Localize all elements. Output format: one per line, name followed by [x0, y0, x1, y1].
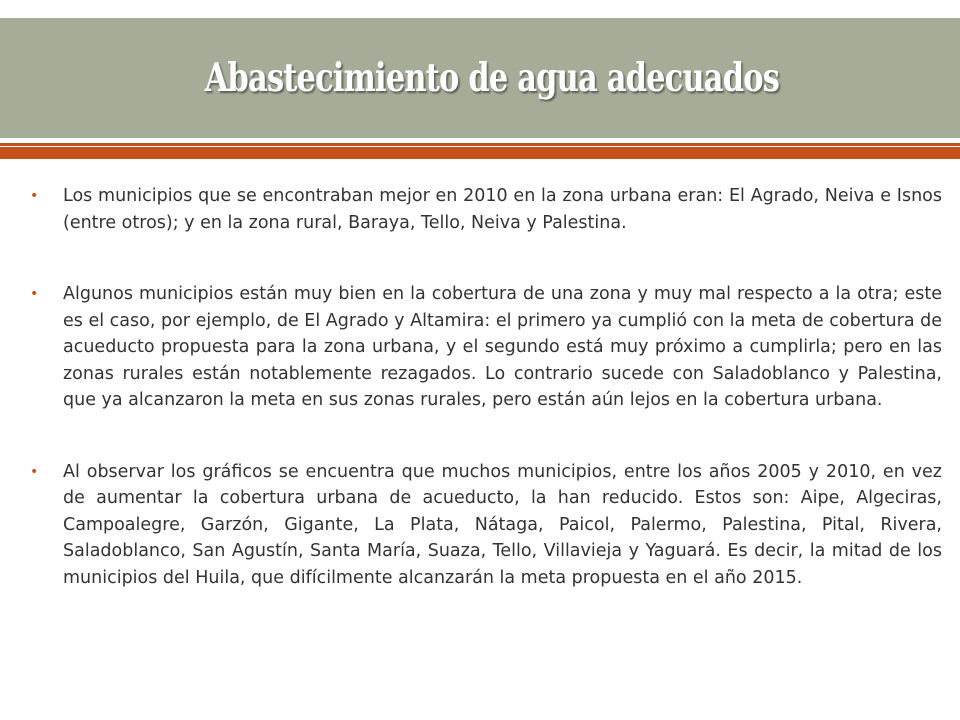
bullet-item	[30, 281, 942, 414]
bullet-list	[30, 183, 942, 636]
bullet-dot-icon: •	[30, 463, 39, 480]
bullet-text: Al observar los gráficos se encuentra que muchos municipios, entre los años 2005 y 2010, en vez de aumentar la cobertura urbana de acueducto, la han reducido. Estos son: Aipe, Algeciras, Campoalegre, Garzón, Gigante, La Plata, Nátaga, Paicol, Palermo, Palestina, Pital, Rivera, Saladoblanco, San Agustín, Santa María, Suaza, Tello, Villavieja y Yaguará. Es decir, la mitad de los municipios del Huila, que difícilmente alcanzarán la meta propuesta en el año 2015.	[63, 461, 942, 588]
bullet-dot-icon: •	[30, 286, 39, 302]
bullet-text: Algunos municipios están muy bien en la cobertura de una zona y muy mal respecto a la otra; este es el caso, por ejemplo, de El Agrado y Altamira: el primero ya cumplió con la meta de cobertura de acueducto propuesta para la zona urbana, y el segundo está muy próximo a cumplirla; pero en las zonas rurales están notablemente rezagados. Lo contrario sucede con Saladoblanco y Palestina, que ya alcanzaron la meta en sus zonas rurales, pero están aún lejos en la cobertura urbana.	[63, 284, 942, 410]
accent-rule-thick	[0, 147, 960, 159]
bullet-text: Los municipios que se encontraban mejor en 2010 en la zona urbana eran: El Agrado, Neiva e Isnos (entre otros); y en la zona rural, Baraya, Tello, Neiva y Palestina.	[63, 186, 942, 233]
bullet-dot-icon: •	[30, 188, 39, 204]
accent-rule-thin	[0, 143, 960, 146]
slide-title: Abastecimiento de agua adecuados	[204, 55, 779, 101]
title-band	[0, 18, 960, 138]
bullet-item	[30, 459, 942, 592]
bullet-item	[30, 183, 942, 236]
